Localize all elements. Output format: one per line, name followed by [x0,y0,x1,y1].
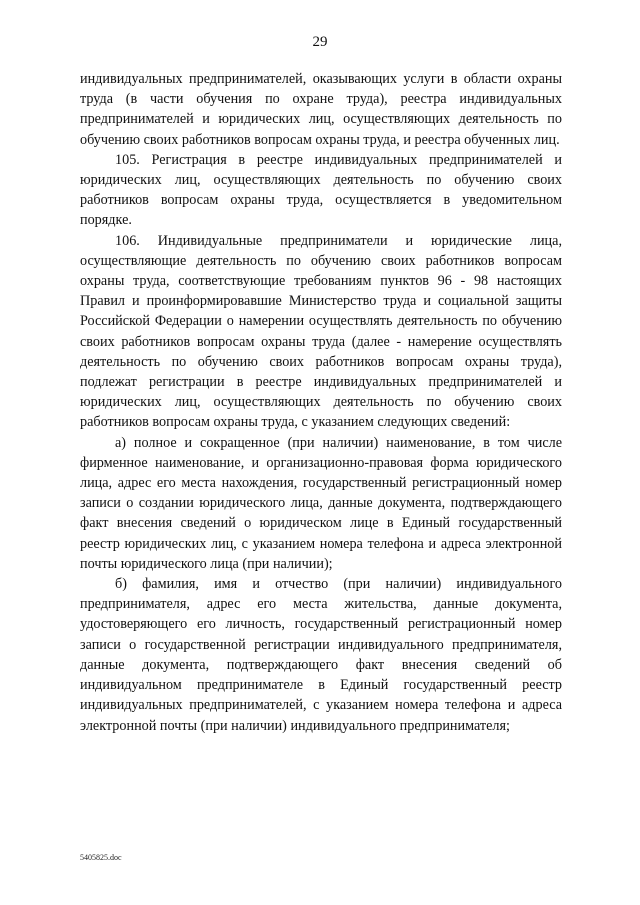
footer-filename: 5405825.doc [80,853,122,862]
paragraph-105: 105. Регистрация в реестре индивидуальных предпринимателей и юридических лиц, осуществляющих деятельность по обучению своих работников вопросам охраны труда, осуществляется в уведомительном порядке. [80,151,562,229]
paragraph-continuation: индивидуальных предпринимателей, оказывающих услуги в области охраны труда (в части обучения по охране труда), реестра индивидуальных предпринимателей и юридических лиц, осуществляющих деятельность по обучению своих работников вопросам охраны труда, и реестра обученных лиц. [80,71,562,148]
document-body [80,69,562,736]
paragraph-106: 106. Индивидуальные предприниматели и юридические лица, осуществляющие деятельность по обучению своих работников вопросам охраны труда, соответствующие требованиям пунктов 96 - 98 настоящих Правил и проинформировавшие Министерство труда и социальной защиты Российской Федерации о намерении осуществлять деятельность по обучению своих работников вопросам охраны труда (далее - намерение осуществлять деятельность по обучению своих работников вопросам охраны труда), подлежат регистрации в реестре индивидуальных предпринимателей и юридических лиц, осуществляющих деятельность по обучению своих работников вопросам охраны труда, с указанием следующих сведений: [80,232,562,431]
page-number: 29 [312,34,328,50]
paragraph-106-b: б) фамилия, имя и отчество (при наличии) индивидуального предпринимателя, адрес его места жительства, данные документа, удостоверяющего его личность, государственный регистрационный номер записи о государственной регистрации индивидуального предпринимателя, данные документа, подтверждающего факт внесения сведений об индивидуальном предпринимателе в Единый государственный реестр индивидуальных предпринимателей, с указанием номера телефона и адреса электронной почты (при наличии) индивидуального предпринимателя; [80,576,562,734]
paragraph-106-a: а) полное и сокращенное (при наличии) наименование, в том числе фирменное наименование, и организационно-правовая форма юридического лица, адрес его места нахождения, государственный регистрационный номер записи о создании юридического лица, данные документа, подтверждающего факт внесения сведений о юридическом лице в Единый государственный реестр юридических лиц, с указанием номера телефона и адреса электронной почты юридического лица (при наличии); [80,434,562,572]
